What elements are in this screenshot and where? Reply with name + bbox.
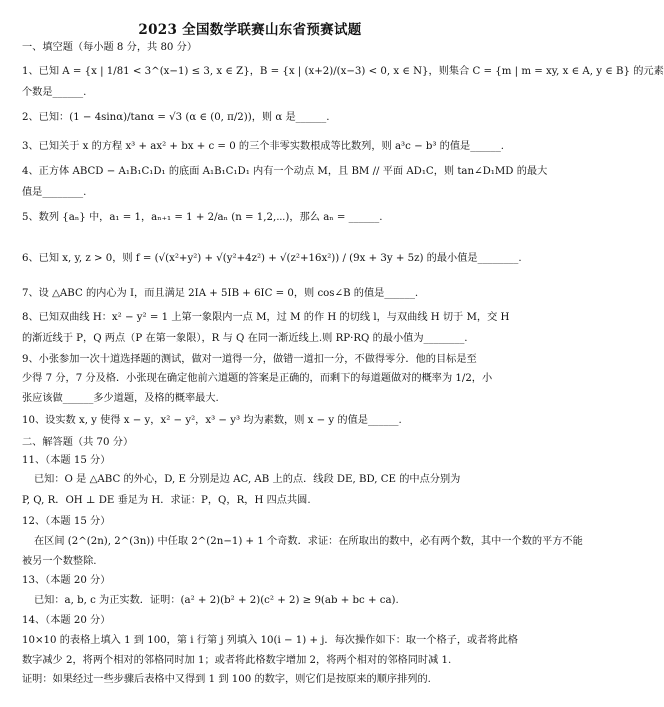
question-11-heading: 11、（本题 15 分） [22,455,111,466]
question-12-line-2: 被另一个数整除. [22,556,97,567]
question-13-line-1: 已知：a, b, c 为正实数．证明：(a² + 2)(b² + 2)(c² + 2) ≥ 9(ab + bc + ca). [34,595,399,606]
question-3: 3、已知关于 x 的方程 x³ + ax² + bx + c = 0 的三个非零实数根成等比数列，则 a³c − b³ 的值是______. [22,141,505,152]
question-1-line-1: 1、已知 A = {x | 1/81 < 3^(x−1) ≤ 3, x ∈ Z}，B = {x | (x+2)/(x−3) < 0, x ∈ N}，则集合 C = {m | m = xy, x ∈ A, y ∈ B} 的元素 [22,66,664,77]
question-9-line-2: 少得 7 分，7 分及格．小张现在确定他前六道题的答案是正确的，而剩下的每道题做对的概率为 1/2，小 [22,373,493,384]
section-solve-heading: 二、解答题（共 70 分） [22,437,134,448]
question-11-line-2: P, Q, R．OH ⊥ DE 垂足为 H．求证：P，Q，R，H 四点共圆. [22,495,311,506]
question-14-line-1: 10×10 的表格上填入 1 到 100，第 i 行第 j 列填入 10(i − 1) + j．每次操作如下：取一个格子，或者将此格 [22,635,518,646]
page-title: 2023 全国数学联赛山东省预赛试题 [138,22,362,38]
question-6: 6、已知 x, y, z > 0，则 f = (√(x²+y²) + √(y²+4z²) + √(z²+16x²)) / (9x + 3y + 5z) 的最小值是________. [22,253,522,264]
question-12-heading: 12、（本题 15 分） [22,516,111,527]
question-11-line-1: 已知：O 是 △ABC 的外心，D, E 分别是边 AC, AB 上的点．线段 DE, BD, CE 的中点分别为 [34,474,461,485]
question-12-line-1: 在区间 (2^(2n), 2^(3n)) 中任取 2^(2n−1) + 1 个奇数．求证：在所取出的数中，必有两个数，其中一个数的平方不能 [34,536,583,547]
question-10: 10、设实数 x, y 使得 x − y，x² − y²，x³ − y³ 均为素数，则 x − y 的值是______. [22,415,402,426]
question-2: 2、已知：(1 − 4sinα)/tanα = √3 (α ∈ (0, π/2))，则 α 是______. [22,112,330,123]
question-14-heading: 14、（本题 20 分） [22,615,111,626]
question-7: 7、设 △ABC 的内心为 I，而且满足 2IA + 5IB + 6IC = 0，则 cos∠B 的值是______. [22,288,419,299]
question-1-line-2: 个数是______. [22,87,87,98]
section-fill-heading: 一、填空题（每小题 8 分，共 80 分） [22,42,198,53]
question-13-heading: 13、（本题 20 分） [22,575,111,586]
question-14-line-2: 数字减少 2，将两个相对的邻格同时加 1；或者将此格数字增加 2，将两个相对的邻格同时减 1. [22,655,452,666]
question-8-line-2: 的渐近线于 P，Q 两点（P 在第一象限），R 与 Q 在同一渐近线上.则 RP·RQ 的最小值为________. [22,333,468,344]
question-9-line-3: 张应该做______多少道题，及格的概率最大. [22,393,219,404]
question-4-line-1: 4、正方体 ABCD − A₁B₁C₁D₁ 的底面 A₁B₁C₁D₁ 内有一个动点 M，且 BM // 平面 AD₁C，则 tan∠D₁MD 的最大 [22,166,548,177]
question-14-line-3: 证明：如果经过一些步骤后表格中又得到 1 到 100 的数字，则它们是按原来的顺序排列的. [22,674,431,685]
question-4-line-2: 值是________. [22,187,87,198]
question-5: 5、数列 {aₙ} 中，a₁ = 1，aₙ₊₁ = 1 + 2/aₙ (n = 1,2,⋯)，那么 aₙ = ______. [22,212,383,223]
question-9-line-1: 9、小张参加一次十道选择题的测试，做对一道得一分，做错一道扣一分，不做得零分．他的目标是至 [22,354,477,365]
question-8-line-1: 8、已知双曲线 H：x² − y² = 1 上第一象限内一点 M，过 M 的作 H 的切线 l，与双曲线 H 切于 M，交 H [22,312,510,323]
